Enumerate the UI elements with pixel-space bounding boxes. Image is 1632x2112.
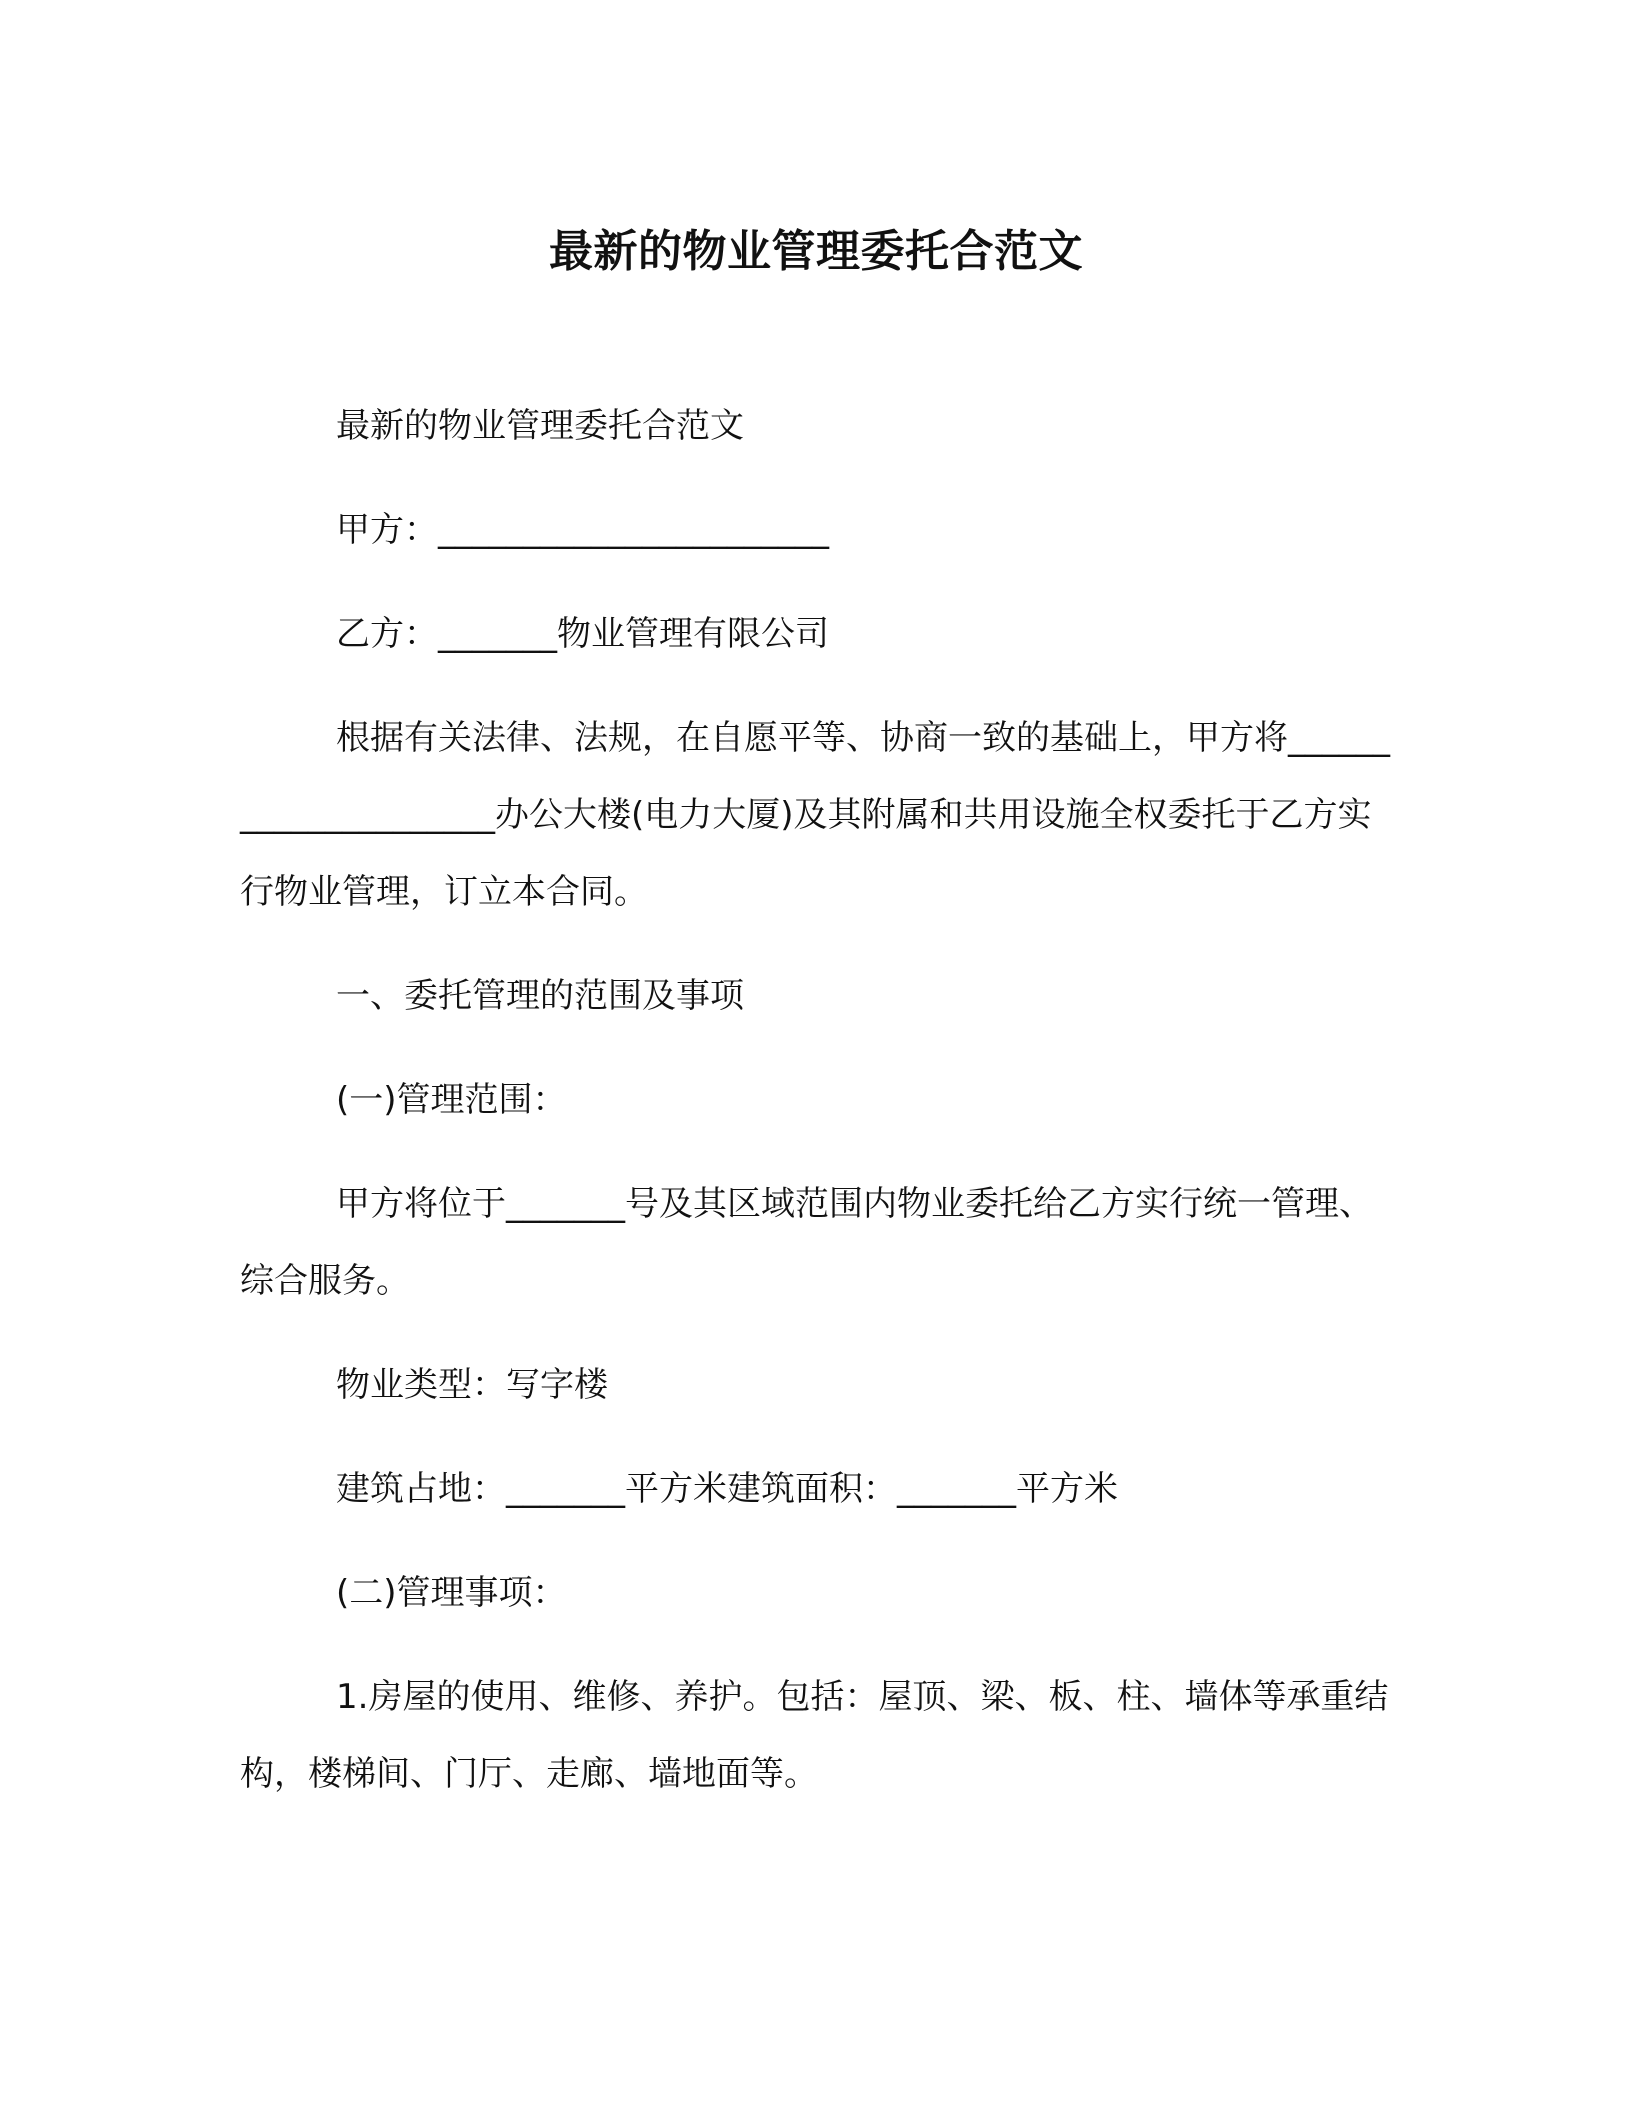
property-type-line: 物业类型：写字楼 (336, 1365, 608, 1405)
document-body (240, 388, 1390, 1840)
preamble-paragraph: 根据有关法律、法规，在自愿平等、协商一致的基础上，甲方将_____________________办公大楼(电力大厦)及其附属和共用设施全权委托于乙方实行物业管理，订立本合同。 (240, 718, 1390, 912)
section-heading: 一、委托管理的范围及事项 (336, 976, 744, 1016)
subsection-heading: (一)管理范围： (336, 1080, 567, 1120)
item-paragraph: 1.房屋的使用、维修、养护。包括：屋顶、梁、板、柱、墙体等承重结构，楼梯间、门厅、走廊、墙地面等。 (240, 1677, 1389, 1794)
subsection-heading: (二)管理事项： (336, 1573, 567, 1613)
party-a-line: 甲方：_______________________ (336, 510, 829, 550)
area-line: 建筑占地：_______平方米建筑面积：_______平方米 (336, 1469, 1118, 1509)
document-title: 最新的物业管理委托合范文 (549, 226, 1083, 277)
scope-paragraph: 甲方将位于_______号及其区域范围内物业委托给乙方实行统一管理、综合服务。 (240, 1184, 1373, 1301)
subtitle-paragraph: 最新的物业管理委托合范文 (336, 406, 744, 446)
party-b-line: 乙方：_______物业管理有限公司 (336, 614, 829, 654)
